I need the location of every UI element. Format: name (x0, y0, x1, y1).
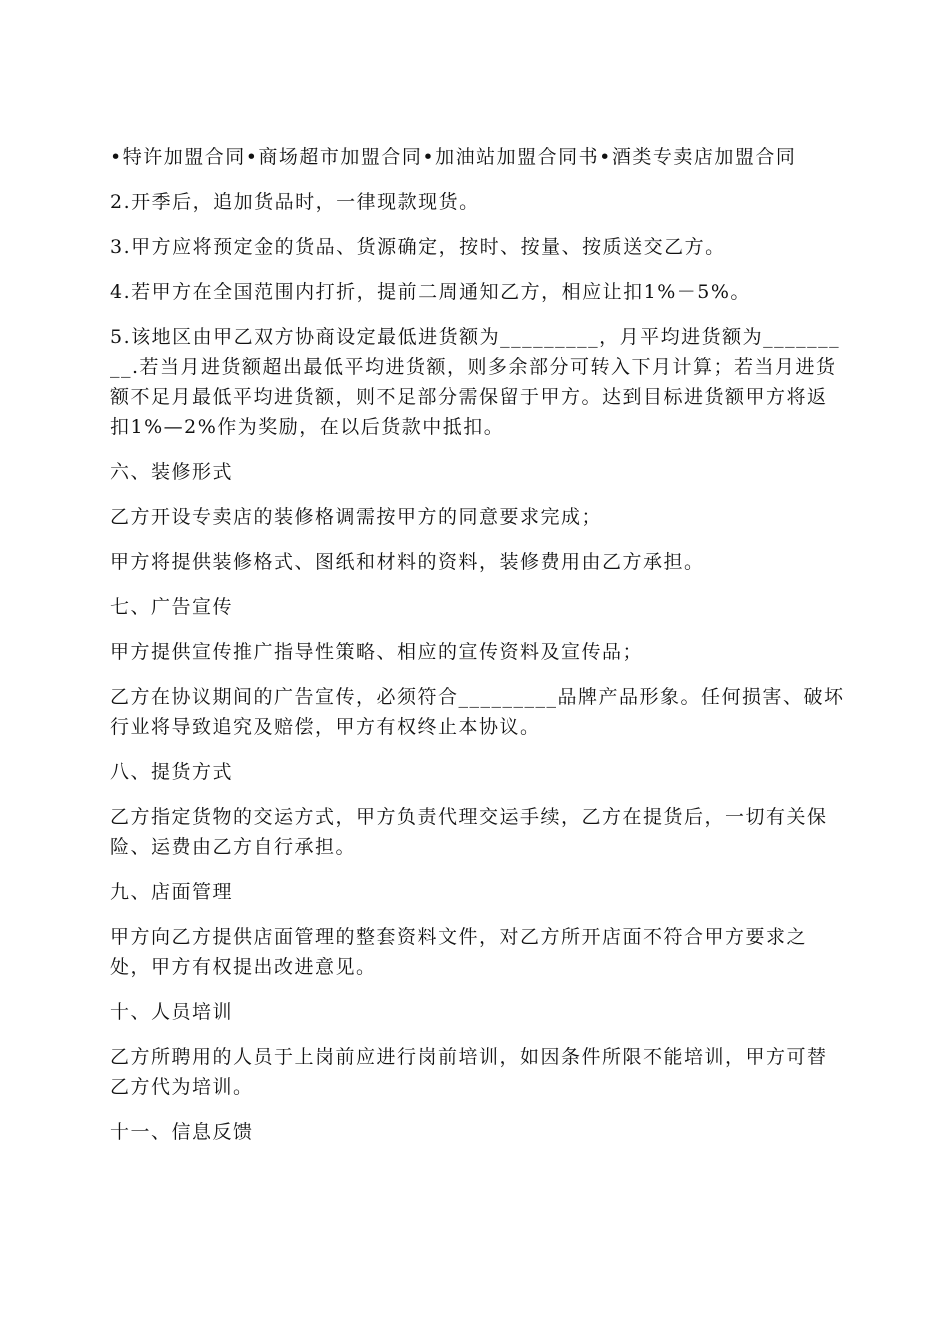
section-7-heading: 七、广告宣传 (110, 596, 234, 618)
related-contracts-links[interactable]: •特许加盟合同•商场超市加盟合同•加油站加盟合同书•酒类专卖店加盟合同 (110, 146, 797, 168)
clause-2: 2.开季后，追加货品时，一律现款现货。 (110, 191, 480, 213)
section-6-heading: 六、装修形式 (110, 461, 234, 483)
clause-3: 3.甲方应将预定金的货品、货源确定，按时、按量、按质送交乙方。 (110, 236, 726, 258)
section-9-paragraph-1: 甲方向乙方提供店面管理的整套资料文件，对乙方所开店面不符合甲方要求之处，甲方有权提出改进意见。 (110, 926, 808, 978)
section-9-heading: 九、店面管理 (110, 881, 234, 903)
section-11-heading: 十一、信息反馈 (110, 1121, 254, 1143)
document-body (110, 142, 845, 1162)
clause-4: 4.若甲方在全国范围内打折，提前二周通知乙方，相应让扣1%－5%。 (110, 281, 751, 303)
section-10-heading: 十、人员培训 (110, 1001, 234, 1023)
section-10-paragraph-1: 乙方所聘用的人员于上岗前应进行岗前培训，如因条件所限不能培训，甲方可替乙方代为培训。 (110, 1046, 828, 1098)
clause-5: 5.该地区由甲乙双方协商设定最低进货额为_________，月平均进货额为_________.若当月进货额超出最低平均进货额，则多余部分可转入下月计算；若当月进货额不足月最低平均进货额，则不足部分需保留于甲方。达到目标进货额甲方将返扣1%—2%作为奖励，在以后货款中抵扣。 (110, 326, 841, 438)
section-6-paragraph-1: 乙方开设专卖店的装修格调需按甲方的同意要求完成； (110, 506, 603, 528)
section-6-paragraph-2: 甲方将提供装修格式、图纸和材料的资料，装修费用由乙方承担。 (110, 551, 705, 573)
section-8-paragraph-1: 乙方指定货物的交运方式，甲方负责代理交运手续，乙方在提货后，一切有关保险、运费由乙方自行承担。 (110, 806, 828, 858)
section-8-heading: 八、提货方式 (110, 761, 234, 783)
section-7-paragraph-1: 甲方提供宣传推广指导性策略、相应的宣传资料及宣传品； (110, 641, 644, 663)
section-7-paragraph-2: 乙方在协议期间的广告宣传，必须符合_________品牌产品形象。任何损害、破坏行业将导致追究及赔偿，甲方有权终止本协议。 (110, 686, 845, 738)
